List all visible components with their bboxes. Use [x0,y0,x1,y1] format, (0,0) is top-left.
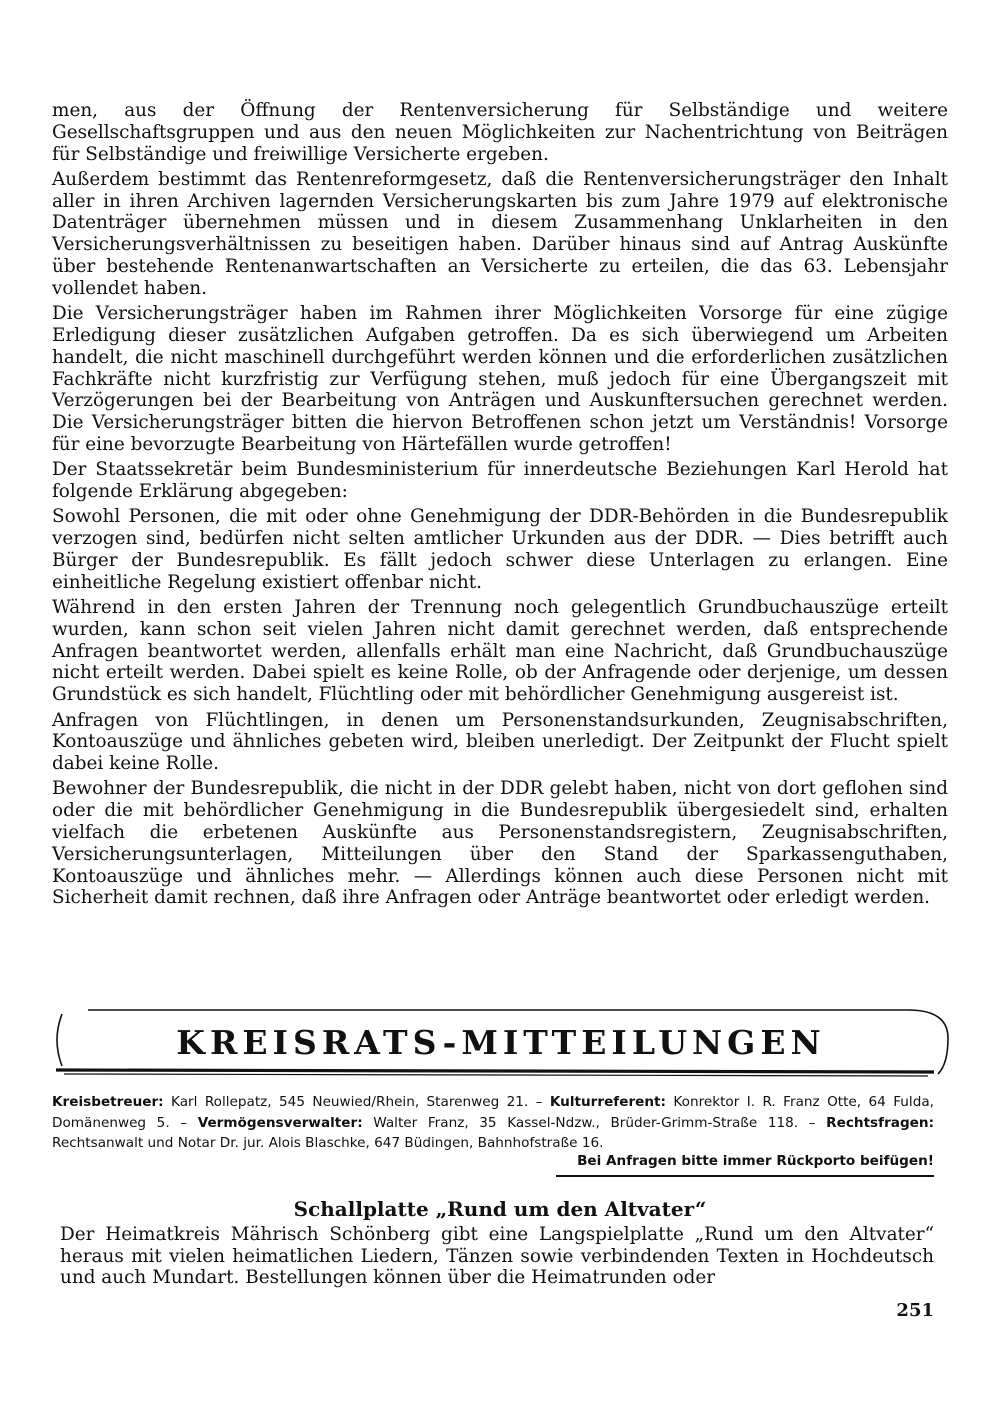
paragraph: Anfragen von Flüchtlingen, in denen um Personenstandsurkunden, Zeugnisabschriften, Kontoauszüge und ähnliches gebeten wird, bleiben unerledigt. Der Zeitpunkt der Flucht spielt dabei keine Rolle. [52,709,948,775]
notice-text: Walter Franz, 35 Kassel-Ndzw., Brüder-Grimm-Straße 118. – [362,1114,827,1131]
paragraph: Sowohl Personen, die mit oder ohne Genehmigung der DDR-Behörden in die Bundesrepublik verzogen sind, bedürfen nicht selten amtlicher Urkunden aus der DDR. — Dies betrifft auch Bürger der Bundesrepublik. Es fällt jedoch schwer diese Unterlagen zu erlangen. Eine einheitliche Regelung existiert offenbar nicht. [52,506,948,593]
paragraph: men, aus der Öffnung der Rentenversicherung für Selbständige und weitere Gesellschaftsgruppen und aus den neuen Möglichkeiten zur Nachentrichtung von Beiträgen für Selbständige und freiwillige Versicherte ergeben. [52,100,948,165]
paragraph: Die Versicherungsträger haben im Rahmen ihrer Möglichkeiten Vorsorge für eine zügige Erledigung dieser zusätzlichen Aufgaben getroffen. Da es sich überwiegend um Arbeiten handelt, die nicht maschinell durchgeführt werden können und die erforderlichen zusätzlichen Fachkräfte nicht kurzfristig zur Verfügung stehen, muß jedoch für eine Übergangszeit mit Verzögerungen bei der Bearbeitung von Anträgen und Auskunftersuchen gerechnet werden. Die Versicherungsträger bitten die hiervon Betroffenen schon jetzt um Verständnis! Vorsorge für eine bevorzugte Bearbeitung von Härtefällen wurde getroffen! [52,303,948,455]
notice-label: Kulturreferent: [549,1094,666,1110]
notice-label: Kreisbetreuer: [52,1094,164,1110]
notice-divider [556,1175,934,1177]
paragraph: Während in den ersten Jahren der Trennung noch gelegentlich Grundbuchauszüge erteilt wurden, kann schon seit vielen Jahren nicht damit gerechnet werden, daß entsprechende Anfragen beantwortet werden, allenfalls erhält man eine Nachricht, daß Grundbuchauszüge nicht erteilt werden. Dabei spielt es keine Rolle, ob der Anfragende oder derjenige, um dessen Grundstück es sich handelt, Flüchtling oder mit behördlicher Genehmigung ausgereist ist. [52,597,948,706]
paragraph: Bewohner der Bundesrepublik, die nicht in der DDR gelebt haben, nicht von dort geflohen sind oder die mit behördlicher Genehmigung in die Bundesrepublik übergesiedelt sind, erhalten vielfach die erbetenen Auskünfte aus Personenstandsregistern, Zeugnisabschriften, Versicherungsunterlagen, Mitteilungen über den Stand der Sparkassenguthaben, Kontoauszüge und ähnliches mehr. — Allerdings können auch diese Personen nicht mit Sicherheit damit rechnen, daß ihre Anfragen oder Anträge beantwortet oder erledigt werden. [52,778,948,909]
paragraph: Außerdem bestimmt das Rentenreformgesetz, daß die Rentenversicherungsträger den Inhalt aller in ihren Archiven lagernden Versicherungskarten bis zum Jahre 1979 auf elektronische Datenträger übernehmen müssen und in diesem Zusammenhang Unklarheiten in den Versicherungsverhältnissen zu beseitigen haben. Darüber hinaus sind auf Antrag Auskünfte über bestehende Rentenanwartschaften an Versicherte zu erteilen, die das 63. Lebensjahr vollendet haben. [52,168,948,299]
paragraph: Der Staatssekretär beim Bundesministerium für innerdeutsche Beziehungen Karl Herold hat folgende Erklärung abgegeben: [52,459,948,503]
page-number: 251 [896,1300,934,1321]
notice-text: Rechtsanwalt und Notar Dr. jur. Alois Blaschke, 647 Büdingen, Bahnhofstraße 16. [52,1135,604,1151]
article-body [60,1224,934,1289]
article-title: Schallplatte „Rund um den Altvater“ [293,1197,707,1221]
banner-title: KREISRATS-MITTEILUNGEN [176,1023,826,1062]
notice-text: Konrektor I. R. Franz Otte, 64 Fulda, Domänenweg 5. – [52,1094,934,1131]
notice-text: Karl Rollepatz, 545 Neuwied/Rhein, Starenweg 21. – [163,1094,550,1110]
paragraph: Der Heimatkreis Mährisch Schönberg gibt eine Langspielplatte „Rund um den Altvater“ heraus mit vielen heimatlichen Liedern, Tänzen sowie verbindenden Texten in Hochdeutsch und auch Mundart. Bestellungen können über die Heimatrunden oder [60,1224,934,1288]
notice-label: Vermögensverwalter: [197,1114,363,1131]
section-banner [48,1004,954,1078]
notice-footer: Bei Anfragen bitte immer Rückporto beifügen! [577,1153,934,1169]
kreisrat-contacts [52,1092,934,1154]
body-text [52,100,948,913]
notice-label: Rechtsfragen: [826,1114,935,1131]
